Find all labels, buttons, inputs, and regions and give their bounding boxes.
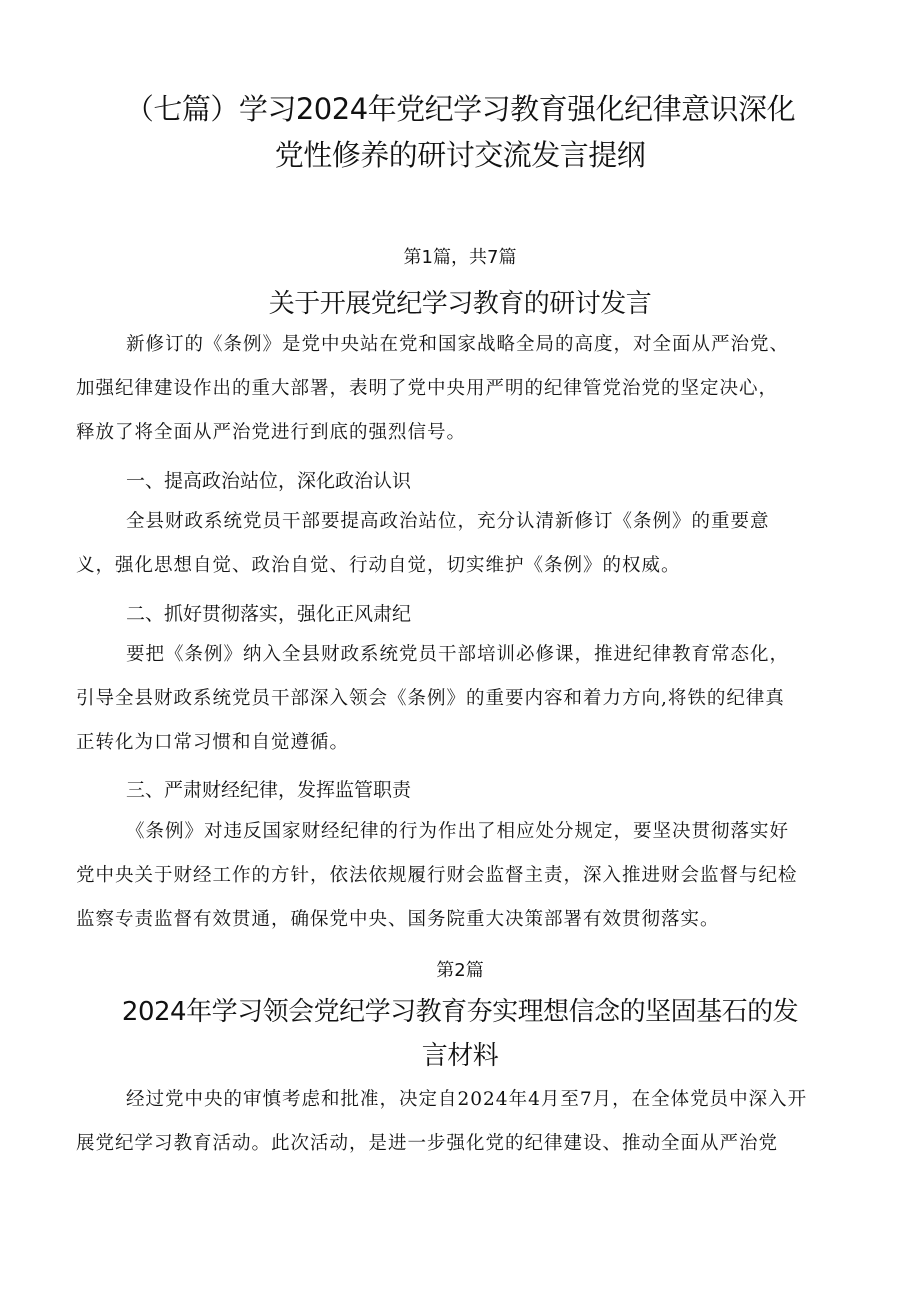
part1-intro-paragraph bbox=[76, 323, 854, 455]
paragraph-line: 释放了将全面从严治党进行到底的强烈信号。 bbox=[76, 422, 467, 443]
part2-title-line-2: 言材料 bbox=[421, 1041, 499, 1071]
paragraph-line: 全县财政系统党员干部要提高政治站位，充分认清新修订《条例》的重要意 bbox=[126, 511, 770, 532]
paragraph-line: 要把《条例》纳入全县财政系统党员干部培训必修课，推进纪律教育常态化， bbox=[126, 644, 790, 665]
paragraph-line: 加强纪律建设作出的重大部署，表明了党中央用严明的纪律管党治党的坚定决心， bbox=[76, 378, 779, 399]
part1-paragraph-2 bbox=[76, 633, 854, 765]
paragraph-line: 展党纪学习教育活动。此次活动，是进一步强化党的纪律建设、推动全面从严治党 bbox=[76, 1133, 779, 1154]
part1-label: 第1篇，共7篇 bbox=[403, 247, 517, 268]
part1-paragraph-1 bbox=[76, 500, 854, 588]
document-title-line-1: （七篇）学习2024年党纪学习教育强化纪律意识深化 bbox=[124, 92, 796, 126]
paragraph-line: 引导全县财政系统党员干部深入领会《条例》的重要内容和着力方向,将铁的纪律真 bbox=[76, 688, 785, 709]
paragraph-line: 《条例》对违反国家财经纪律的行为作出了相应处分规定，要坚决贯彻落实好 bbox=[126, 821, 790, 842]
paragraph-line: 新修订的《条例》是党中央站在党和国家战略全局的高度，对全面从严治党、 bbox=[126, 334, 790, 355]
part1-paragraph-3 bbox=[76, 810, 854, 942]
part1-heading-3: 三、严肃财经纪律，发挥监管职责 bbox=[126, 779, 412, 801]
paragraph-line: 正转化为口常习惯和自觉遵循。 bbox=[76, 732, 350, 753]
paragraph-line: 义，强化思想自觉、政治自觉、行动自觉，切实维护《条例》的权威。 bbox=[76, 555, 681, 576]
part2-intro-paragraph bbox=[76, 1078, 854, 1166]
part1-title: 关于开展党纪学习教育的研讨发言 bbox=[268, 289, 652, 319]
part2-label: 第2篇 bbox=[436, 960, 484, 981]
paragraph-line: 经过党中央的审慎考虑和批准，决定自2024年4月至7月，在全体党员中深入开 bbox=[126, 1089, 808, 1110]
document-title bbox=[0, 86, 920, 178]
part1-heading-1: 一、提高政治站位，深化政治认识 bbox=[126, 470, 412, 492]
part2-title bbox=[0, 990, 920, 1078]
part2-title-line-1: 2024年学习领会党纪学习教育夯实理想信念的坚固基石的发 bbox=[121, 997, 799, 1027]
document-title-line-2: 党性修养的研讨交流发言提纲 bbox=[274, 138, 646, 172]
part1-heading-2: 二、抓好贯彻落实，强化正风肃纪 bbox=[126, 603, 412, 625]
paragraph-line: 监察专责监督有效贯通，确保党中央、国务院重大决策部署有效贯彻落实。 bbox=[76, 909, 720, 930]
paragraph-line: 党中央关于财经工作的方针，依法依规履行财会监督主责，深入推进财会监督与纪检 bbox=[76, 865, 798, 886]
